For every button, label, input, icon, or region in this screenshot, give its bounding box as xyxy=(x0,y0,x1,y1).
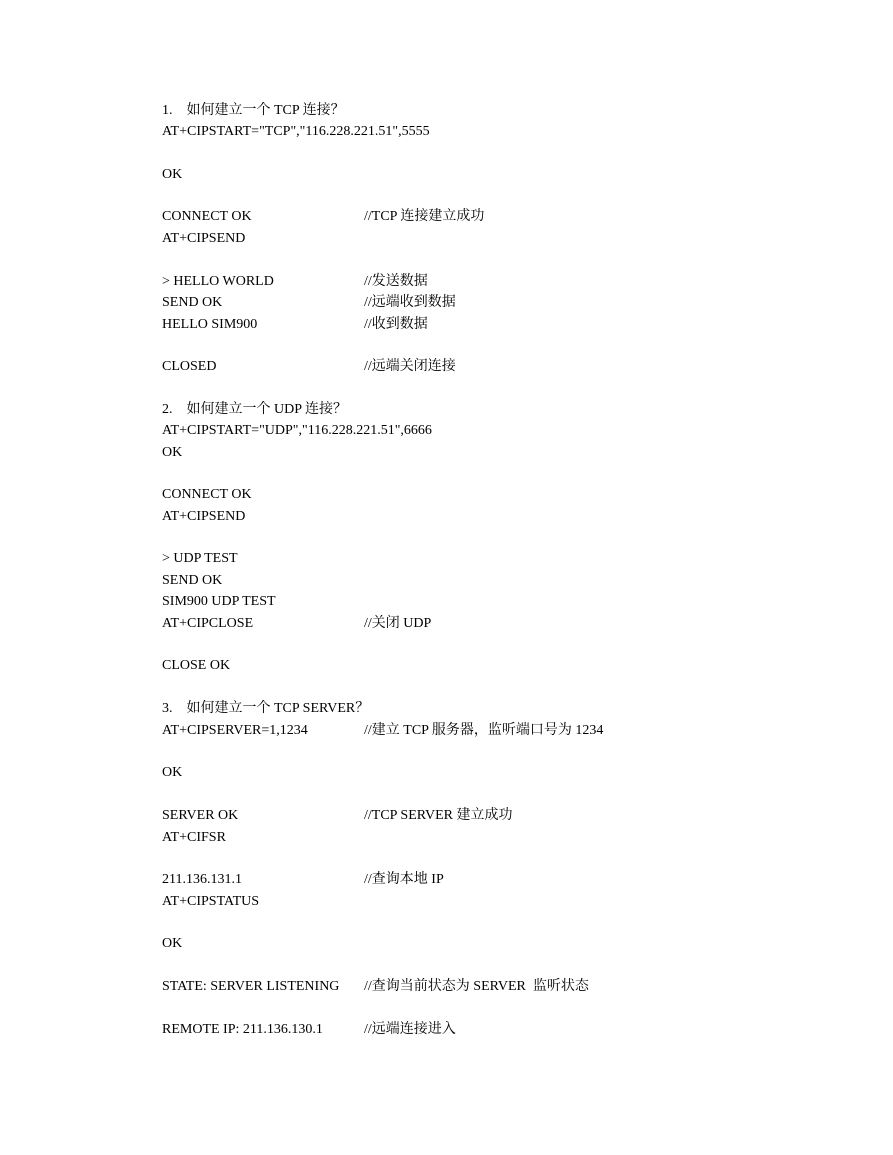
text-line xyxy=(162,229,245,249)
command-text: AT+CIFSR xyxy=(162,830,226,845)
text-line xyxy=(162,656,230,676)
command-text: > HELLO WORLD xyxy=(162,274,274,289)
text-line xyxy=(162,614,432,634)
text-line xyxy=(162,763,182,783)
command-text: SIM900 UDP TEST xyxy=(162,594,276,609)
command-text: OK xyxy=(162,765,183,780)
text-line xyxy=(162,165,182,185)
text-line xyxy=(162,828,226,848)
text-line xyxy=(162,721,604,741)
text-line xyxy=(162,207,485,227)
text-line xyxy=(162,592,276,612)
comment-text: //发送数据 xyxy=(364,274,428,289)
text-line xyxy=(162,870,444,890)
command-text: AT+CIPCLOSE xyxy=(162,616,254,631)
comment-text: //远端连接进入 xyxy=(364,1022,456,1037)
text-line xyxy=(162,421,432,441)
command-text: SEND OK xyxy=(162,573,223,588)
text-line xyxy=(162,549,238,569)
comment-text: //建立 TCP 服务器，监听端口号为 1234 xyxy=(364,723,604,738)
command-text: HELLO SIM900 xyxy=(162,317,258,332)
command-text: 211.136.131.1 xyxy=(162,872,242,887)
text-line xyxy=(162,357,456,377)
text-line xyxy=(162,699,369,719)
comment-text: //远端关闭连接 xyxy=(364,359,456,374)
command-text: AT+CIPSTART="UDP","116.228.221.51",6666 xyxy=(162,423,432,438)
comment-text: //远端收到数据 xyxy=(364,295,456,310)
command-text: 1. 如何建立一个 TCP 连接？ xyxy=(162,103,345,118)
command-text: AT+CIPSTART="TCP","116.228.221.51",5555 xyxy=(162,124,430,139)
command-text: CLOSE OK xyxy=(162,658,231,673)
command-text: CONNECT OK xyxy=(162,209,252,224)
text-line xyxy=(162,122,430,142)
command-text: STATE: SERVER LISTENING xyxy=(162,979,340,994)
command-text: SEND OK xyxy=(162,295,223,310)
text-line xyxy=(162,315,428,335)
comment-text: //TCP SERVER 建立成功 xyxy=(364,808,513,823)
command-text: REMOTE IP: 211.136.130.1 xyxy=(162,1022,323,1037)
command-text: OK xyxy=(162,936,183,951)
command-text: OK xyxy=(162,167,183,182)
text-line xyxy=(162,272,428,292)
command-text: 3. 如何建立一个 TCP SERVER？ xyxy=(162,701,370,716)
command-text: OK xyxy=(162,445,183,460)
text-line xyxy=(162,934,182,954)
text-line xyxy=(162,892,259,912)
command-text: CLOSED xyxy=(162,359,217,374)
text-line xyxy=(162,443,182,463)
text-line xyxy=(162,400,347,420)
comment-text: //关闭 UDP xyxy=(364,616,432,631)
comment-text: //收到数据 xyxy=(364,317,428,332)
command-text: CONNECT OK xyxy=(162,487,252,502)
text-line xyxy=(162,507,245,527)
command-text: AT+CIPSTATUS xyxy=(162,894,260,909)
text-line xyxy=(162,977,589,997)
text-line xyxy=(162,101,345,121)
command-text: AT+CIPSEND xyxy=(162,231,246,246)
comment-text: //TCP 连接建立成功 xyxy=(364,209,485,224)
text-line xyxy=(162,571,222,591)
command-text: SERVER OK xyxy=(162,808,239,823)
text-line xyxy=(162,485,252,505)
command-text: AT+CIPSEND xyxy=(162,509,246,524)
command-text: AT+CIPSERVER=1,1234 xyxy=(162,723,308,738)
text-line xyxy=(162,1020,456,1040)
command-text: > UDP TEST xyxy=(162,551,238,566)
text-line xyxy=(162,293,456,313)
text-line xyxy=(162,806,513,826)
comment-text: //查询当前状态为 SERVER 监听状态 xyxy=(364,979,589,994)
comment-text: //查询本地 IP xyxy=(364,872,444,887)
command-text: 2. 如何建立一个 UDP 连接？ xyxy=(162,402,347,417)
